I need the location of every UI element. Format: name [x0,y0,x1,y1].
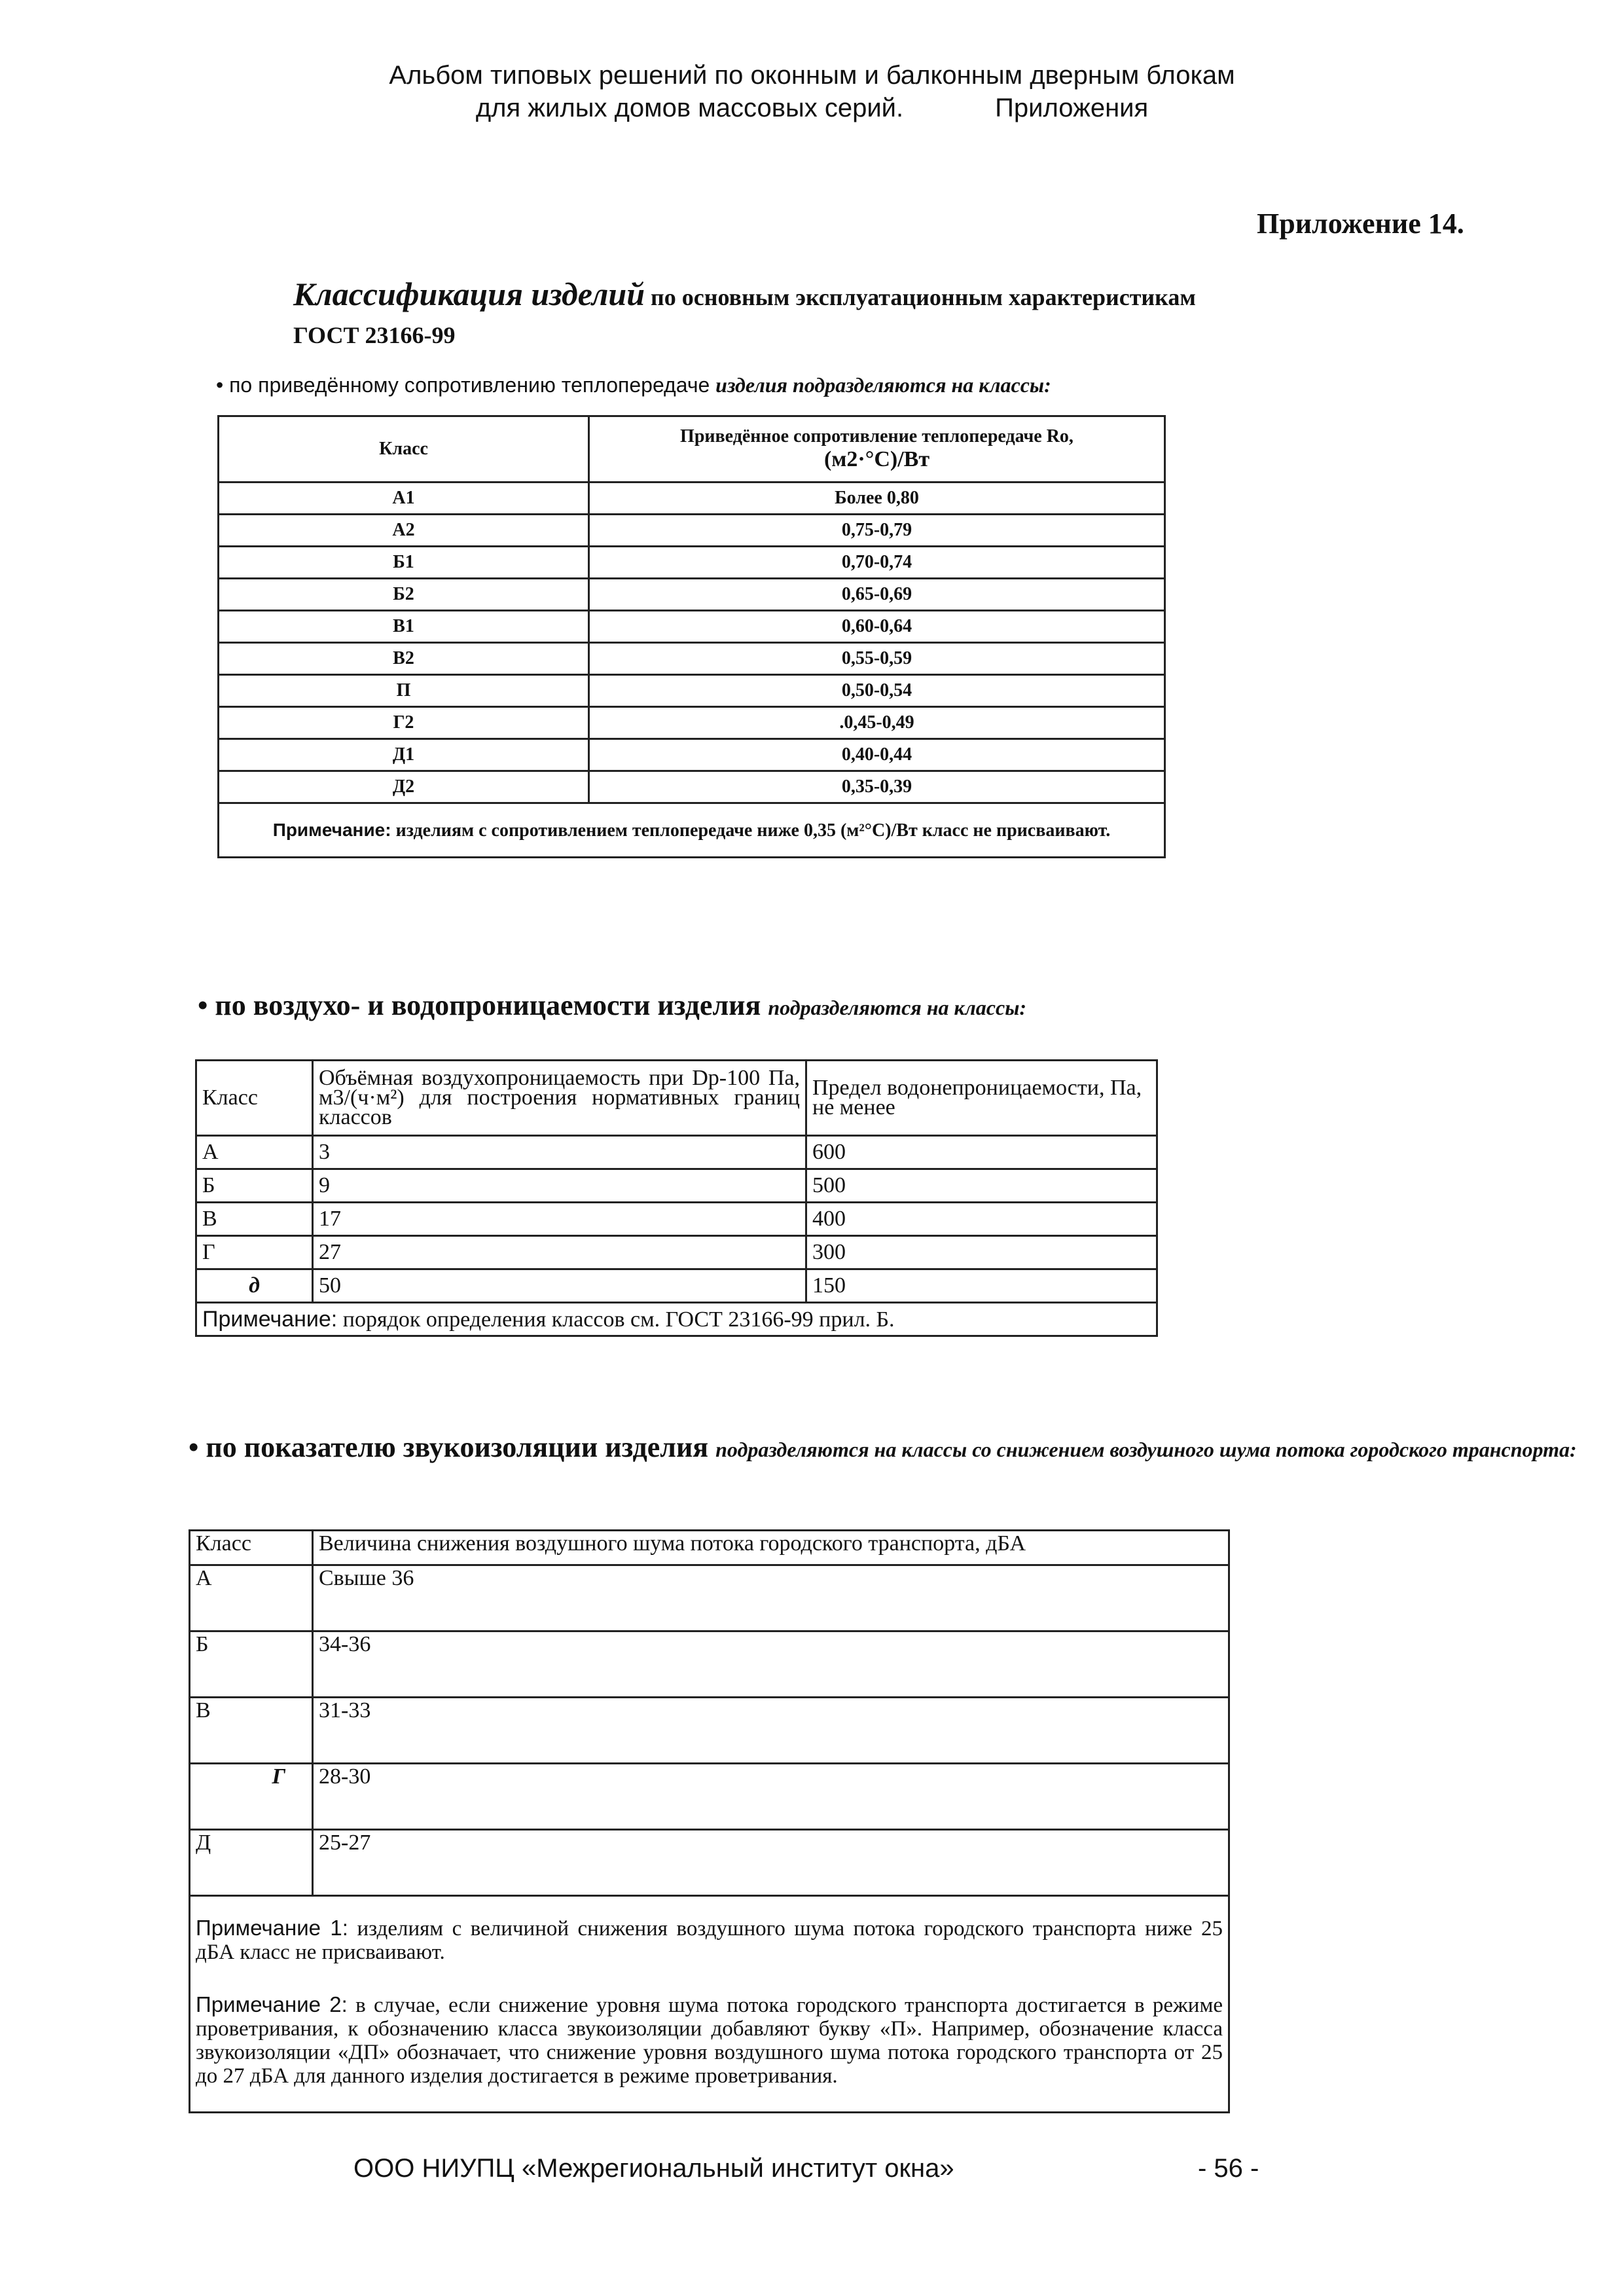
header-line-2 [0,92,1624,124]
thermal-resistance-table [217,415,1166,858]
note1-prefix: Примечание 1: [196,1916,348,1940]
water-cell: 300 [806,1236,1157,1269]
class-cell: В [196,1203,313,1236]
table-note-row [219,803,1165,858]
table-header-row [190,1531,1229,1565]
air-cell: 17 [313,1203,806,1236]
class-cell: Д2 [219,771,589,803]
air-water-note [196,1303,1157,1336]
header-series: для жилых домов массовых серий. [475,94,904,122]
class-cell: В [190,1698,313,1764]
table-row [219,515,1165,547]
col-resistance-line2: (м2·°С)/Вт [823,447,930,471]
col-noise-header: Величина снижения воздушного шума потока городского транспорта, дБА [313,1531,1229,1565]
title-standard: ГОСТ 23166-99 [293,322,456,348]
section3-heading-italic: подразделяются на классы со снижением воздушного шума потока городского транспорта: [715,1438,1577,1461]
val-cell: 0,55-0,59 [589,643,1165,675]
class-cell: Г2 [219,707,589,739]
note1-text: изделиям с величиной снижения воздушного шума потока городского транспорта ниже 25 дБА класс не присваивают. [196,1917,1223,1964]
val-cell: 31-33 [313,1698,1229,1764]
thermal-note [219,803,1165,858]
val-cell: 0,60-0,64 [589,611,1165,643]
val-cell: 34-36 [313,1631,1229,1698]
col-class-header: Класс [190,1531,313,1565]
section1-intro [216,373,1051,397]
water-cell: 600 [806,1136,1157,1169]
table-row [219,739,1165,771]
table-row [219,675,1165,707]
section2-heading [198,989,1026,1022]
section2-heading-italic: подразделяются на классы: [768,996,1027,1019]
table-header-row [219,416,1165,483]
air-cell: 27 [313,1236,806,1269]
air-cell: 3 [313,1136,806,1169]
col-resistance-header [589,416,1165,483]
sound-insulation-table [189,1529,1230,2113]
class-cell: Б1 [219,547,589,579]
val-cell: 25-27 [313,1830,1229,1896]
main-title [293,275,1196,354]
section2-heading-bold: • по воздухо- и водопроницаемости изделия [198,989,761,1021]
sound-notes [190,1896,1229,2113]
table-row [196,1203,1157,1236]
class-cell: Д [190,1830,313,1896]
appendix-label: Приложение 14. [1257,208,1464,240]
water-cell: 400 [806,1203,1157,1236]
table-row [219,643,1165,675]
table-row [196,1236,1157,1269]
class-cell: А1 [219,483,589,515]
header-section: Приложения [995,94,1149,122]
val-cell: 0,65-0,69 [589,579,1165,611]
val-cell: .0,45-0,49 [589,707,1165,739]
document-header [0,59,1624,124]
sound-note-2 [196,1993,1223,2088]
note-prefix: Примечание: [272,819,391,840]
table-row [219,483,1165,515]
water-cell: 500 [806,1169,1157,1203]
table-header-row [196,1061,1157,1136]
table-row [190,1698,1229,1764]
header-line-1: Альбом типовых решений по оконным и балконным дверным блокам [389,61,1235,90]
class-cell: П [219,675,589,707]
note2-text: в случае, если снижение уровня шума потока городского транспорта достигается в режиме проветривания, к обозначению класса звукоизоляции добавляют букву «П». Например, обозначение класса звукоизоляции «ДП» обозначает, что снижение уровня воздушного шума потока городского транспорта от 25 до 27 дБА для данного изделия достигается в режиме проветривания. [196,1994,1223,2088]
title-italic: Классификация изделий [293,276,645,312]
air-water-table [195,1059,1158,1337]
note-text: порядок определения классов см. ГОСТ 23166-99 прил. Б. [342,1307,895,1332]
table-row [190,1830,1229,1896]
class-cell: Б [190,1631,313,1698]
section3-heading-bold: • по показателю звукоизоляции изделия [189,1431,709,1463]
page-number: - 56 - [1198,2154,1259,2183]
table-note-row [196,1303,1157,1336]
table-note-row [190,1896,1229,2113]
note2-prefix: Примечание 2: [196,1992,348,2016]
table-row [196,1269,1157,1303]
table-row [196,1136,1157,1169]
note-text: изделиям с сопротивлением теплопередаче ниже 0,35 (м²°С)/Вт класс не присваивают. [395,820,1111,841]
table-row [219,579,1165,611]
sound-note-1 [196,1916,1223,1964]
table-row [190,1764,1229,1830]
class-cell: Г [196,1236,313,1269]
val-cell: 0,75-0,79 [589,515,1165,547]
table-row [190,1631,1229,1698]
footer-organization: ООО НИУПЦ «Межрегиональный институт окна» [353,2154,954,2183]
val-cell: 0,70-0,74 [589,547,1165,579]
section1-intro-italic: изделия подразделяются на классы: [715,373,1051,397]
section1-intro-plain: • по приведённому сопротивлению теплопередаче [216,373,710,397]
table-row [219,547,1165,579]
water-cell: 150 [806,1269,1157,1303]
class-cell: А [196,1136,313,1169]
val-cell: 0,50-0,54 [589,675,1165,707]
section3-heading [189,1415,1577,1484]
table-row [219,611,1165,643]
class-cell: д [196,1269,313,1303]
val-cell: Свыше 36 [313,1565,1229,1631]
class-cell: Г [190,1764,313,1830]
table-row [190,1565,1229,1631]
val-cell: 0,35-0,39 [589,771,1165,803]
class-cell: В1 [219,611,589,643]
col-class-header: Класс [219,416,589,483]
class-cell: Б [196,1169,313,1203]
class-cell: А2 [219,515,589,547]
col-air-header: Объёмная воздухопроницаемость при Dp-100 Па, м3/(ч·м²) для построения нормативных границ классов [313,1061,806,1136]
col-class-header: Класс [196,1061,313,1136]
air-cell: 50 [313,1269,806,1303]
col-water-header: Предел водонепроницаемости, Па, не менее [806,1061,1157,1136]
note-prefix: Примечание: [202,1306,338,1332]
class-cell: Д1 [219,739,589,771]
col-resistance-line1: Приведённое сопротивление теплопередаче Ro, [680,426,1074,446]
val-cell: Более 0,80 [589,483,1165,515]
val-cell: 28-30 [313,1764,1229,1830]
class-cell: А [190,1565,313,1631]
class-cell: В2 [219,643,589,675]
class-cell: Б2 [219,579,589,611]
table-row [196,1169,1157,1203]
air-cell: 9 [313,1169,806,1203]
title-rest: по основным эксплуатационным характеристикам [651,284,1196,310]
table-row [219,707,1165,739]
val-cell: 0,40-0,44 [589,739,1165,771]
table-row [219,771,1165,803]
